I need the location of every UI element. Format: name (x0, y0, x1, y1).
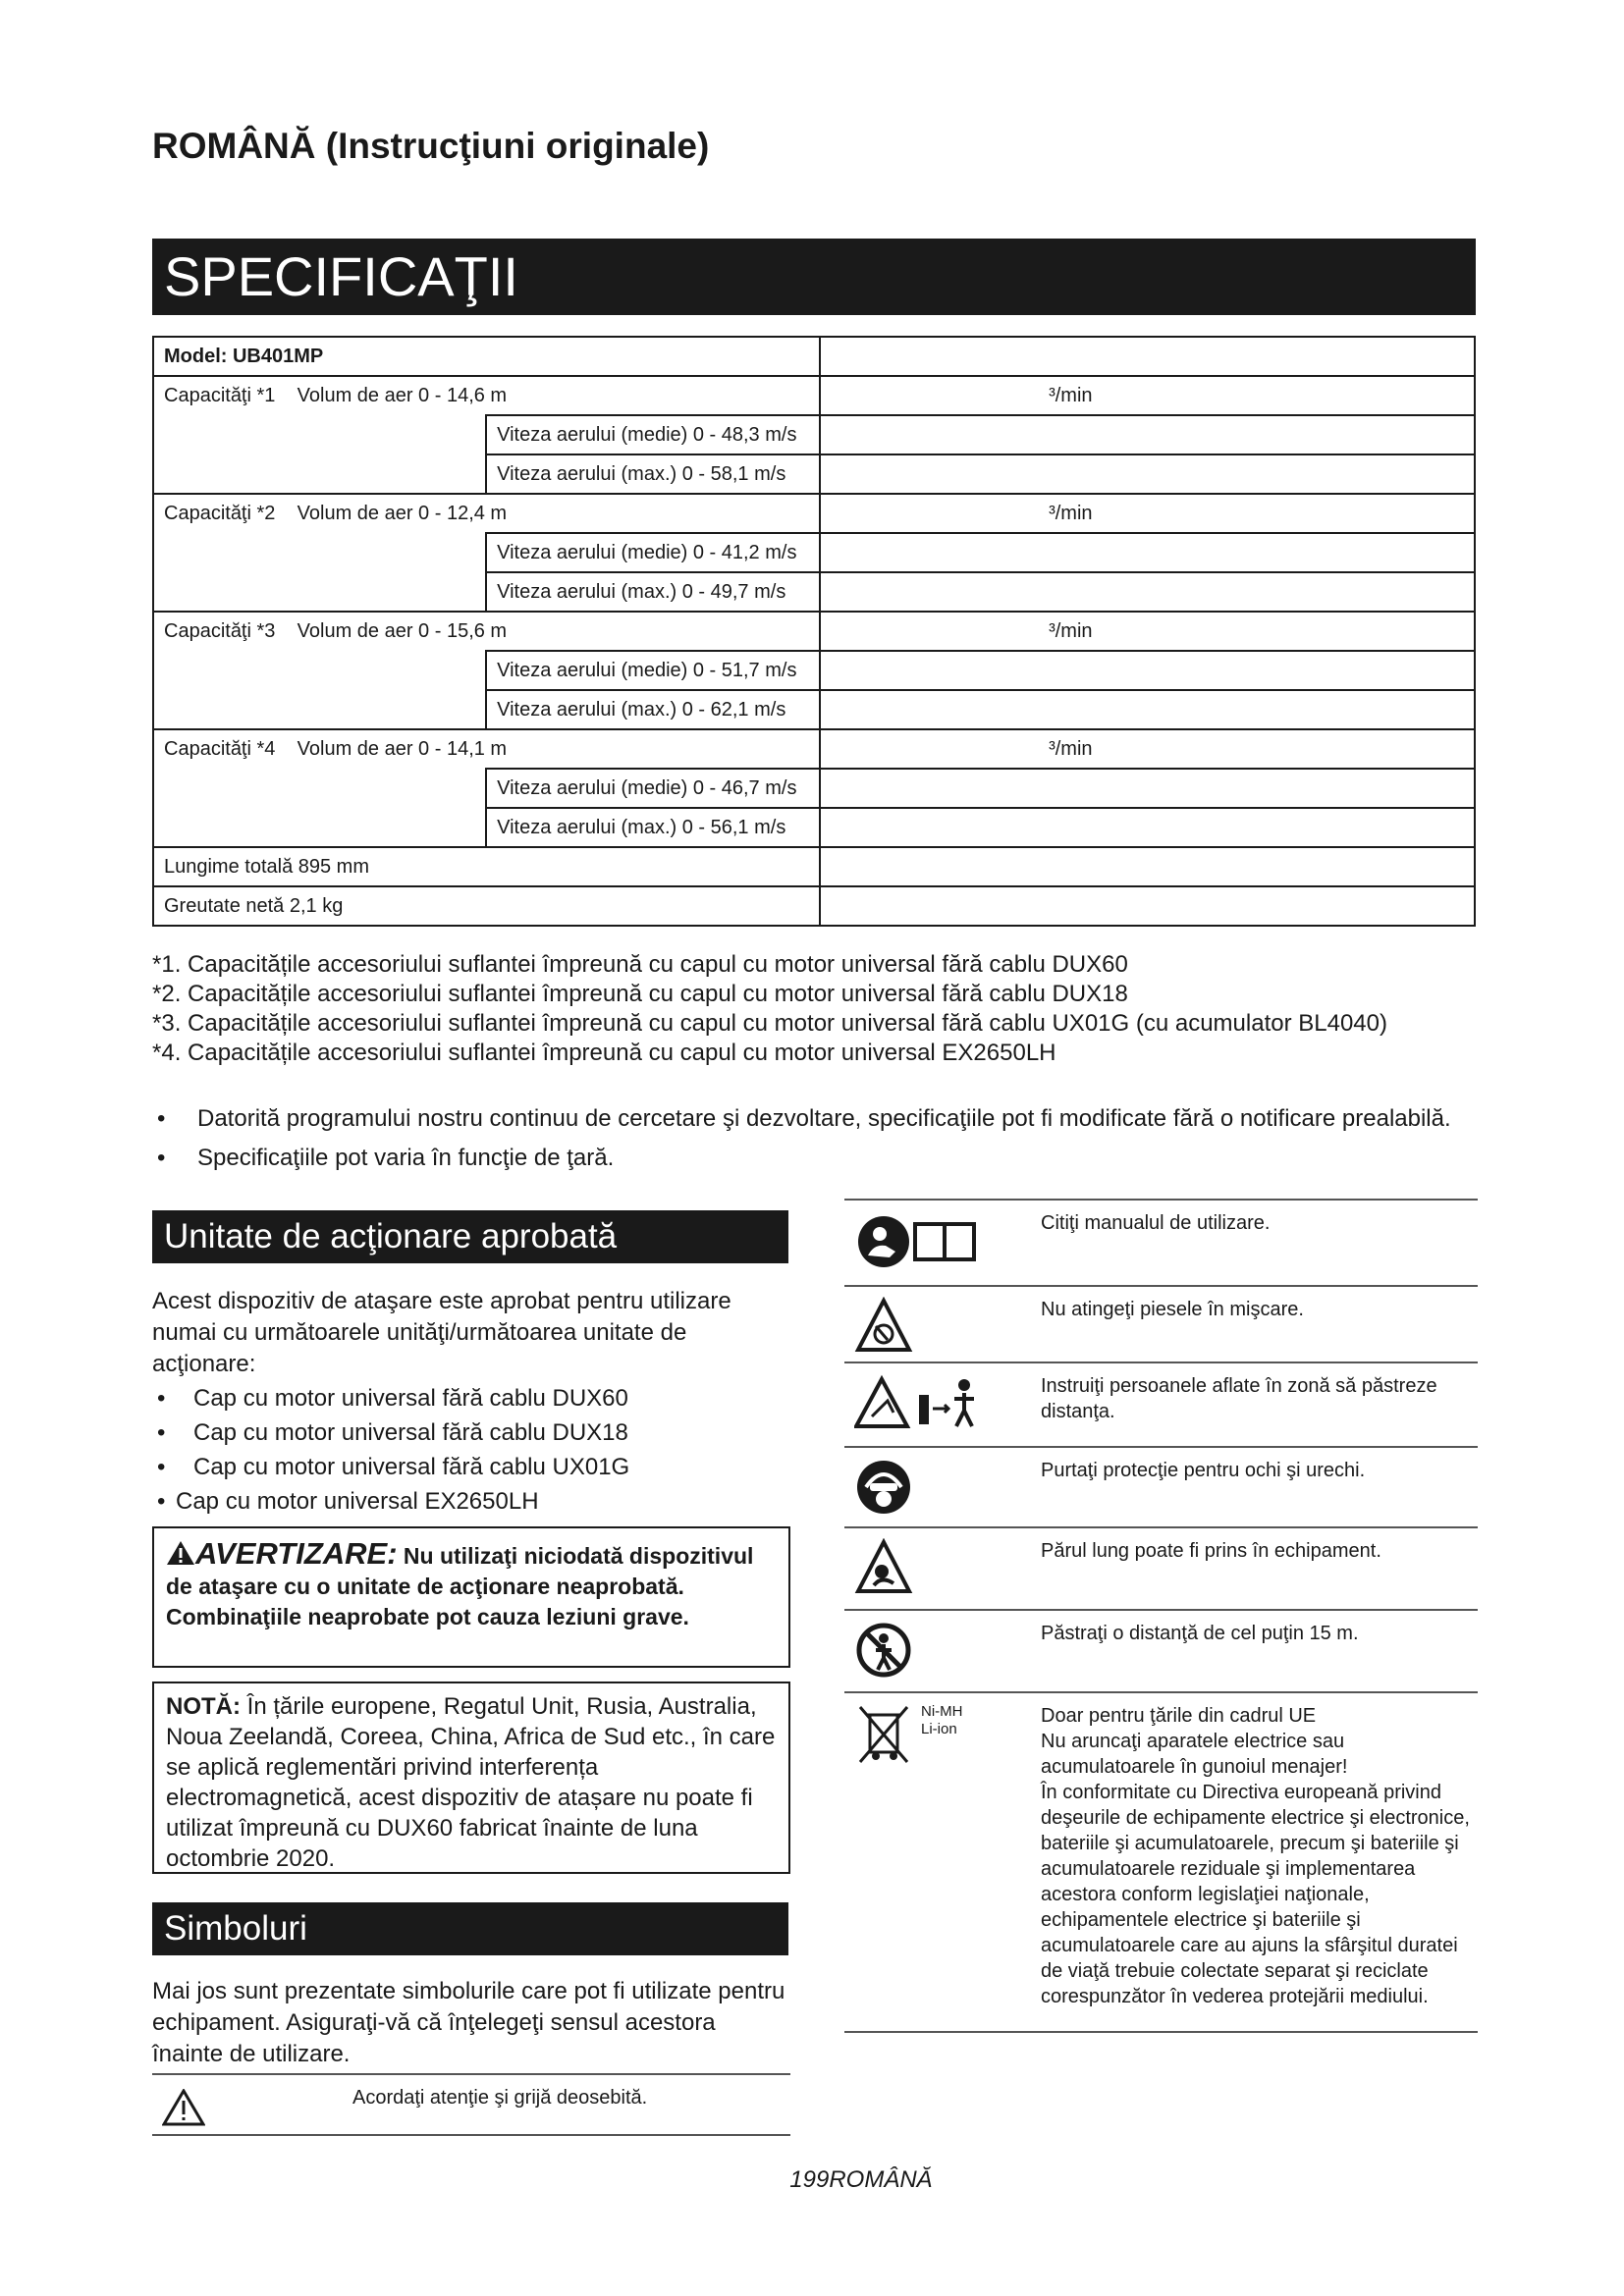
symbol-text: Instruiţi persoanele aflate în zonă să păstreze distanţa. (1041, 1362, 1478, 1447)
list-item: • Cap cu motor universal fără cablu UX01G (157, 1454, 630, 1480)
air-volume-unit: ³/min (1049, 502, 1093, 524)
speed-avg: Viteza aerului (medie) 0 - 46,7 m/s (486, 769, 820, 808)
specifications-table (152, 336, 1476, 927)
model-cell: Model: UB401MP (153, 337, 820, 376)
symbol-text: Păstraţi o distanţă de cel puţin 15 m. (1041, 1610, 1478, 1692)
capacity-label: Capacităţi *3 (164, 619, 276, 642)
speed-avg: Viteza aerului (medie) 0 - 48,3 m/s (486, 415, 820, 454)
speed-max: Viteza aerului (max.) 0 - 62,1 m/s (486, 690, 820, 729)
speed-avg: Viteza aerului (medie) 0 - 51,7 m/s (486, 651, 820, 690)
speed-avg: Viteza aerului (medie) 0 - 41,2 m/s (486, 533, 820, 572)
air-volume-unit: ³/min (1049, 737, 1093, 760)
symbols-intro: Mai jos sunt prezentate simbolurile care pot fi utilizate pentru echipament. Asiguraţi-vă că înţelegeţi sensul acestora înainte de utilizare. (152, 1978, 785, 2067)
eye-ear-protection-icon (854, 1458, 913, 1517)
total-length: Lungime totală 895 mm (153, 847, 820, 886)
air-volume: Volum de aer 0 - 14,6 m (297, 384, 508, 406)
footnote: *3. Capacitățile accesoriului suflantei împreună cu capul cu motor universal fără cablu UX01G (cu acumulator BL4040) (152, 1010, 1387, 1037)
page-number: 199 (789, 2166, 830, 2193)
note-text: În țările europene, Regatul Unit, Rusia, Australia, Noua Zeelandă, Coreea, China, Africa de Sud etc., în care se aplică reglementări privind interferența electromagnetică, acest dispozitiv de atașare nu poate fi utilizat împreună cu DUX60 fabricat înainte de luna octombrie 2020. (166, 1693, 776, 1872)
list-item: • Cap cu motor universal fără cablu DUX18 (157, 1419, 628, 1446)
battery-label: Ni-MH (921, 1703, 963, 1720)
air-volume: Volum de aer 0 - 14,1 m (297, 737, 508, 760)
list-item: • Cap cu motor universal fără cablu DUX60 (157, 1385, 628, 1412)
capacity-row (153, 494, 820, 533)
page-title: ROMÂNĂ (Instrucţiuni originale) (152, 126, 710, 166)
crossed-bin-icon (854, 1703, 913, 1766)
warning-label: AVERTIZARE: (195, 1536, 398, 1571)
warning-box (152, 1526, 790, 1668)
air-volume: Volum de aer 0 - 15,6 m (297, 619, 508, 642)
capacity-label: Capacităţi *4 (164, 737, 276, 760)
speed-max: Viteza aerului (max.) 0 - 58,1 m/s (486, 454, 820, 494)
long-hair-icon (854, 1538, 913, 1595)
moving-parts-icon (854, 1297, 913, 1354)
approved-intro: Acest dispozitiv de ataşare este aprobat pentru utilizare numai cu următoarele unităţi/următoarea unitate de acţionare: (152, 1288, 731, 1377)
footnote: *1. Capacitățile accesoriului suflantei împreună cu capul cu motor universal fără cablu DUX60 (152, 951, 1128, 978)
list-item: • Datorită programului nostru continuu de cercetare şi dezvoltare, specificaţiile pot fi modificate fără o notificare prealabilă. (157, 1105, 1451, 1132)
attention-text: Acordaţi atenţie şi grijă deosebită. (352, 2087, 648, 2109)
warning-triangle-icon (162, 2089, 205, 2126)
note-label: NOTĂ: (166, 1693, 241, 1720)
battery-label: Li-ion (921, 1721, 957, 1737)
capacity-label: Capacităţi *2 (164, 502, 276, 524)
footnote: *2. Capacitățile accesoriului suflantei împreună cu capul cu motor universal fără cablu DUX18 (152, 981, 1128, 1007)
symbol-text: Purtaţi protecţie pentru ochi şi urechi. (1041, 1447, 1478, 1527)
footnote: *4. Capacitățile accesoriului suflantei împreună cu capul cu motor universal EX2650LH (152, 1040, 1056, 1066)
read-manual-icon (854, 1210, 982, 1269)
symbol-text: Citiţi manualul de utilizare. (1041, 1200, 1478, 1286)
speed-max: Viteza aerului (max.) 0 - 49,7 m/s (486, 572, 820, 612)
keep-distance-icon (854, 1373, 992, 1430)
symbol-text: Nu atingeţi piesele în mişcare. (1041, 1286, 1478, 1362)
specifications-heading: SPECIFICAŢII (152, 239, 1476, 315)
list-item: • Cap cu motor universal EX2650LH (157, 1488, 539, 1515)
capacity-row (153, 612, 820, 651)
footnotes (152, 950, 1478, 1068)
page-footer (0, 2166, 1624, 2194)
spec-bullets (152, 1104, 1478, 1183)
note-box (152, 1682, 790, 1874)
symbols-heading: Simboluri (152, 1902, 788, 1955)
keep-15m-icon (854, 1621, 913, 1680)
net-weight: Greutate netă 2,1 kg (153, 886, 820, 926)
capacity-row (153, 376, 820, 415)
warning-text: Nu utilizaţi niciodată dispozitivul de ataşare cu o unitate de acţionare neaprobată. Combinaţiile neaprobate pot cauza leziuni grave. (166, 1543, 754, 1629)
warning-triangle-icon (166, 1540, 195, 1566)
symbols-table (844, 1199, 1478, 2033)
list-item: • Specificaţiile pot varia în funcţie de ţară. (157, 1145, 615, 1171)
capacity-label: Capacităţi *1 (164, 384, 276, 406)
air-volume: Volum de aer 0 - 12,4 m (297, 502, 508, 524)
capacity-row (153, 729, 820, 769)
symbol-text: Părul lung poate fi prins în echipament. (1041, 1527, 1478, 1610)
attention-symbol-row (152, 2073, 790, 2136)
approved-section (152, 1286, 790, 1518)
approved-heading: Unitate de acţionare aprobată (152, 1210, 788, 1263)
air-volume-unit: ³/min (1049, 619, 1093, 642)
air-volume-unit: ³/min (1049, 384, 1093, 406)
eu-disposal-text: Doar pentru ţările din cadrul UE Nu aruncaţi aparatele electrice sau acumulatoarele în gunoiul menajer! În conformitate cu Directiva europeană privind deşeurile de echipamente electrice şi electronice, bateriile şi acumulatoarele, precum şi bateriile şi acumulatoarele reziduale şi implementarea acestora conform legislaţiei naţionale, echipamentele electrice şi bateriile şi acumulatoarele care au ajuns la sfârşitul duratei de viaţă trebuie colectate separat şi reciclate corespunzător în vederea protejării mediului. (1041, 1692, 1478, 2032)
footer-lang: ROMÂNĂ (829, 2166, 933, 2193)
speed-max: Viteza aerului (max.) 0 - 56,1 m/s (486, 808, 820, 847)
